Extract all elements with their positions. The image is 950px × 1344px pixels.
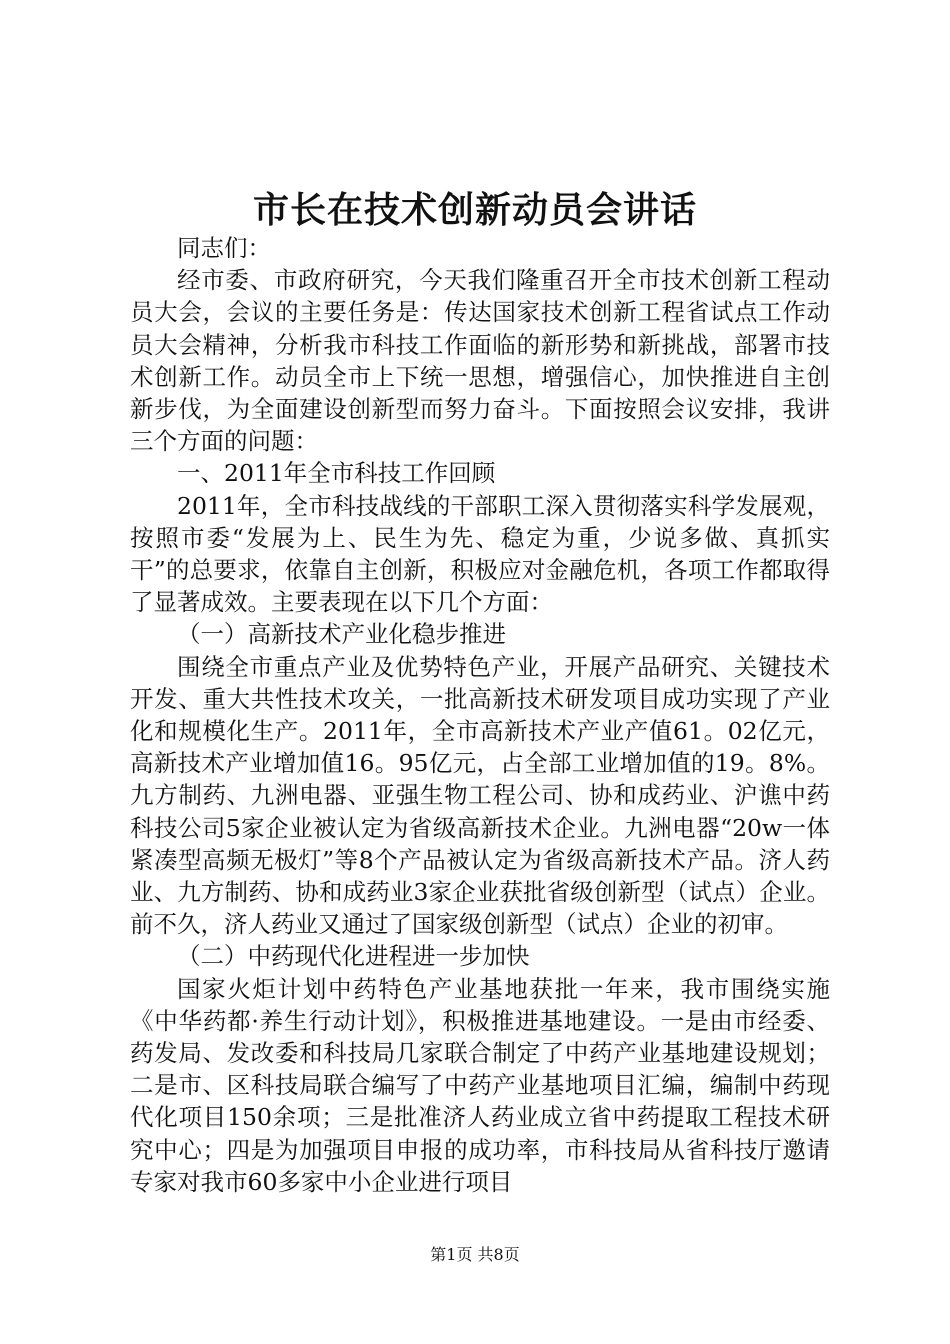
subsection-heading: （一）高新技术产业化稳步推进 <box>177 620 506 649</box>
subsection-heading: （二）中药现代化进程进一步加快 <box>177 942 530 971</box>
salutation: 同志们： <box>177 234 271 262</box>
document-body <box>130 232 830 1198</box>
section-heading: 一、2011年全市科技工作回顾 <box>177 459 496 488</box>
paragraph: 2011年，全市科技战线的干部职工深入贯彻落实科学发展观，按照市委“发展为上、民生为先、稳定为重，少说多做、真抓实干”的总要求，依靠自主创新，积极应对金融危机，各项工作都取得了显著成效。主要表现在以下几个方面： <box>130 491 830 617</box>
paragraph: 围绕全市重点产业及优势特色产业，开展产品研究、关键技术开发、重大共性技术攻关，一批高新技术研发项目成功实现了产业化和规模化生产。2011年，全市高新技术产业产值61。02亿元，高新技术产业增加值16。95亿元，占全部工业增加值的19。8%。九方制药、九洲电器、亚强生物工程公司、协和成药业、沪谯中药科技公司5家企业被认定为省级高新技术企业。九洲电器“20w一体紧凑型高频无极灯”等8个产品被认定为省级高新技术产品。济人药业、九方制药、协和成药业3家企业获批省级创新型（试点）企业。前不久，济人药业又通过了国家级创新型（试点）企业的初审。 <box>130 652 830 939</box>
paragraph: 经市委、市政府研究，今天我们隆重召开全市技术创新工程动员大会，会议的主要任务是：传达国家技术创新工程省试点工作动员大会精神，分析我市科技工作面临的新形势和新挑战，部署市技术创新工作。动员全市上下统一思想，增强信心，加快推进自主创新步伐，为全面建设创新型而努力奋斗。下面按照会议安排，我讲三个方面的问题： <box>130 266 830 456</box>
paragraph: 国家火炬计划中药特色产业基地获批一年来，我市围绕实施《中华药都·养生行动计划》，积极推进基地建设。一是由市经委、药发局、发改委和科技局几家联合制定了中药产业基地建设规划；二是市、区科技局联合编写了中药产业基地项目汇编，编制中药现代化项目150余项；三是批准济人药业成立省中药提取工程技术研究中心；四是为加强项目申报的成功率，市科技局从省科技厅邀请专家对我市60多家中小企业进行项目 <box>130 974 830 1196</box>
page-title: 市长在技术创新动员会讲话 <box>252 189 697 231</box>
page-number-footer: 第1页 共8页 <box>430 1245 520 1264</box>
